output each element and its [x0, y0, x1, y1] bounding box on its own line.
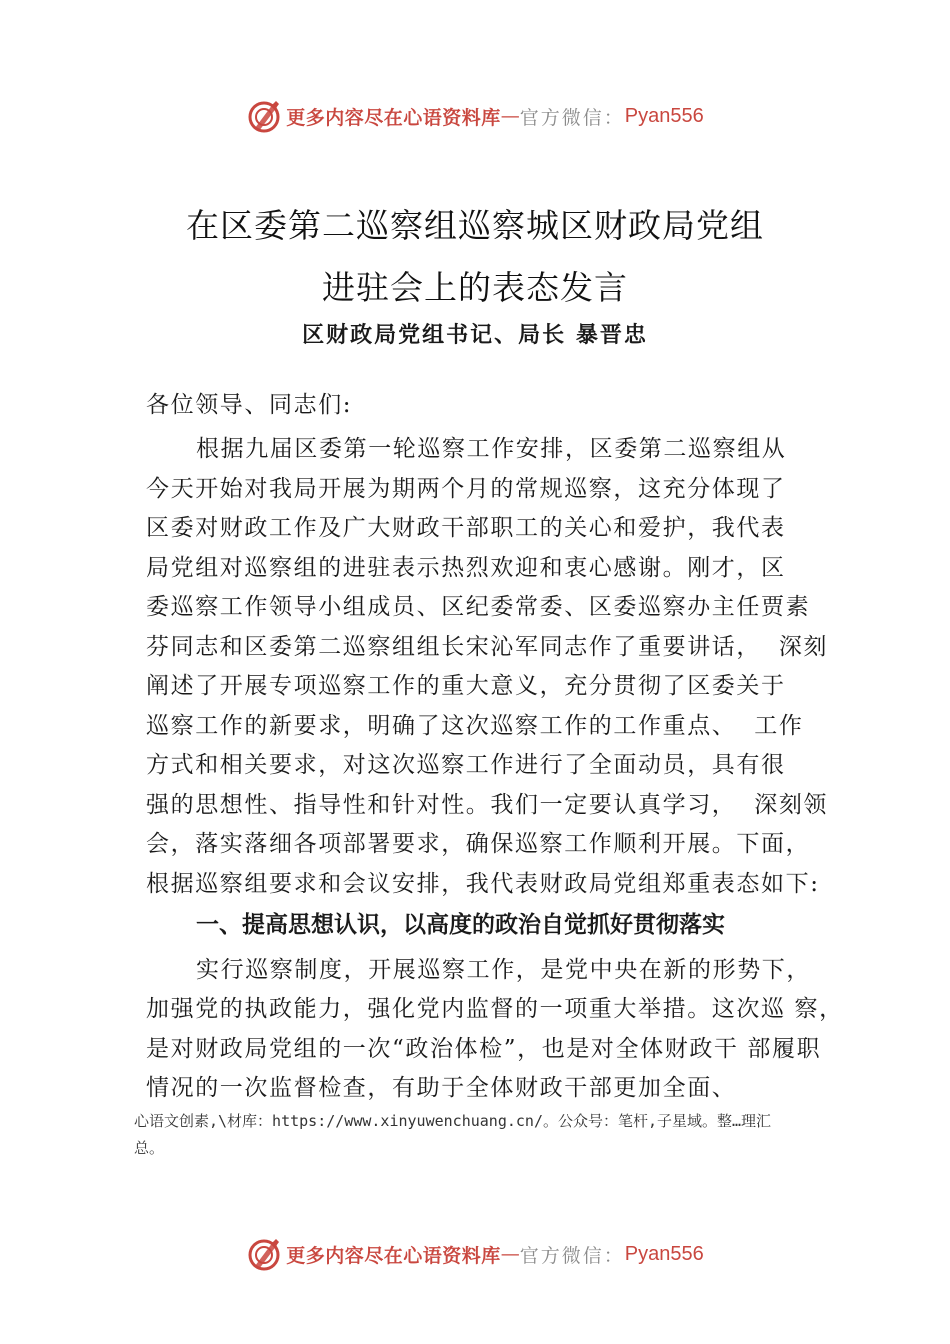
paragraph-line: 委巡察工作领导小组成员、区纪委常委、区委巡察办主任贾素	[146, 594, 811, 620]
salutation: 各位领导、同志们:	[146, 392, 353, 418]
paragraph-line: 会，落实落细各项部署要求，确保巡察工作顺利开展。下面，	[146, 831, 811, 857]
pen-circle-logo-icon	[246, 1236, 282, 1272]
banner-wechat-id: Pyan556	[624, 1242, 704, 1265]
banner-title: 更多内容尽在心语资料库	[286, 1244, 501, 1267]
paragraph-line: 实行巡察制度，开展巡察工作，是党中央在新的形势下，	[196, 957, 811, 983]
paragraph-line: 强的思想性、指导性和针对性。我们一定要认真学习， 深刻领	[146, 792, 829, 818]
bottom-banner	[0, 1234, 950, 1274]
paragraph-line: 根据巡察组要求和会议安排，我代表财政局党组郑重表态如下:	[146, 871, 820, 897]
banner-separator: —	[500, 105, 520, 127]
banner-title: 更多内容尽在心语资料库	[286, 106, 501, 129]
banner-separator: —	[500, 1243, 520, 1265]
footnote-line-1: 心语文创素,\材库：https://www.xinyuwenchuang.cn/。公众号：笔杆,子星域。整…理汇	[134, 1112, 772, 1130]
document-author: 区财政局党组书记、局长 暴晋忠	[302, 322, 648, 348]
paragraph-line: 阐述了开展专项巡察工作的重大意义，充分贯彻了区委关于	[146, 673, 786, 699]
paragraph-line: 根据九届区委第一轮巡察工作安排，区委第二巡察组从	[196, 436, 787, 462]
footnote-line-2: 总。	[134, 1139, 165, 1157]
banner-wechat-label: 官方微信：	[519, 1244, 625, 1267]
document-title-line-1: 在区委第二巡察组巡察城区财政局党组	[186, 206, 764, 245]
paragraph-line: 加强党的执政能力，强化党内监督的一项重大举措。这次巡 察，	[146, 996, 844, 1022]
document-title-line-2: 进驻会上的表态发言	[322, 268, 628, 307]
paragraph-line: 方式和相关要求，对这次巡察工作进行了全面动员，具有很	[146, 752, 786, 778]
paragraph-line: 区委对财政工作及广大财政干部职工的关心和爱护，我代表	[146, 515, 786, 541]
banner-wechat-id: Pyan556	[624, 104, 704, 127]
paragraph-line: 巡察工作的新要求，明确了这次巡察工作的工作重点、 工作	[146, 713, 804, 739]
paragraph-line: 今天开始对我局开展为期两个月的常规巡察，这充分体现了	[146, 476, 786, 502]
top-banner	[0, 96, 950, 136]
banner-wechat-label: 官方微信：	[519, 106, 625, 129]
paragraph-line: 情况的一次监督检查，有助于全体财政干部更加全面、	[146, 1075, 737, 1101]
section-heading-1: 一、提高思想认识，以高度的政治自觉抓好贯彻落实	[196, 912, 725, 938]
pen-circle-logo-icon	[246, 98, 282, 134]
paragraph-line: 芬同志和区委第二巡察组组长宋沁军同志作了重要讲话， 深刻	[146, 634, 829, 660]
paragraph-line: 局党组对巡察组的进驻表示热烈欢迎和衷心感谢。刚才，区	[146, 555, 786, 581]
paragraph-line: 是对财政局党组的一次“政治体检”，也是对全体财政干 部履职	[146, 1036, 822, 1062]
